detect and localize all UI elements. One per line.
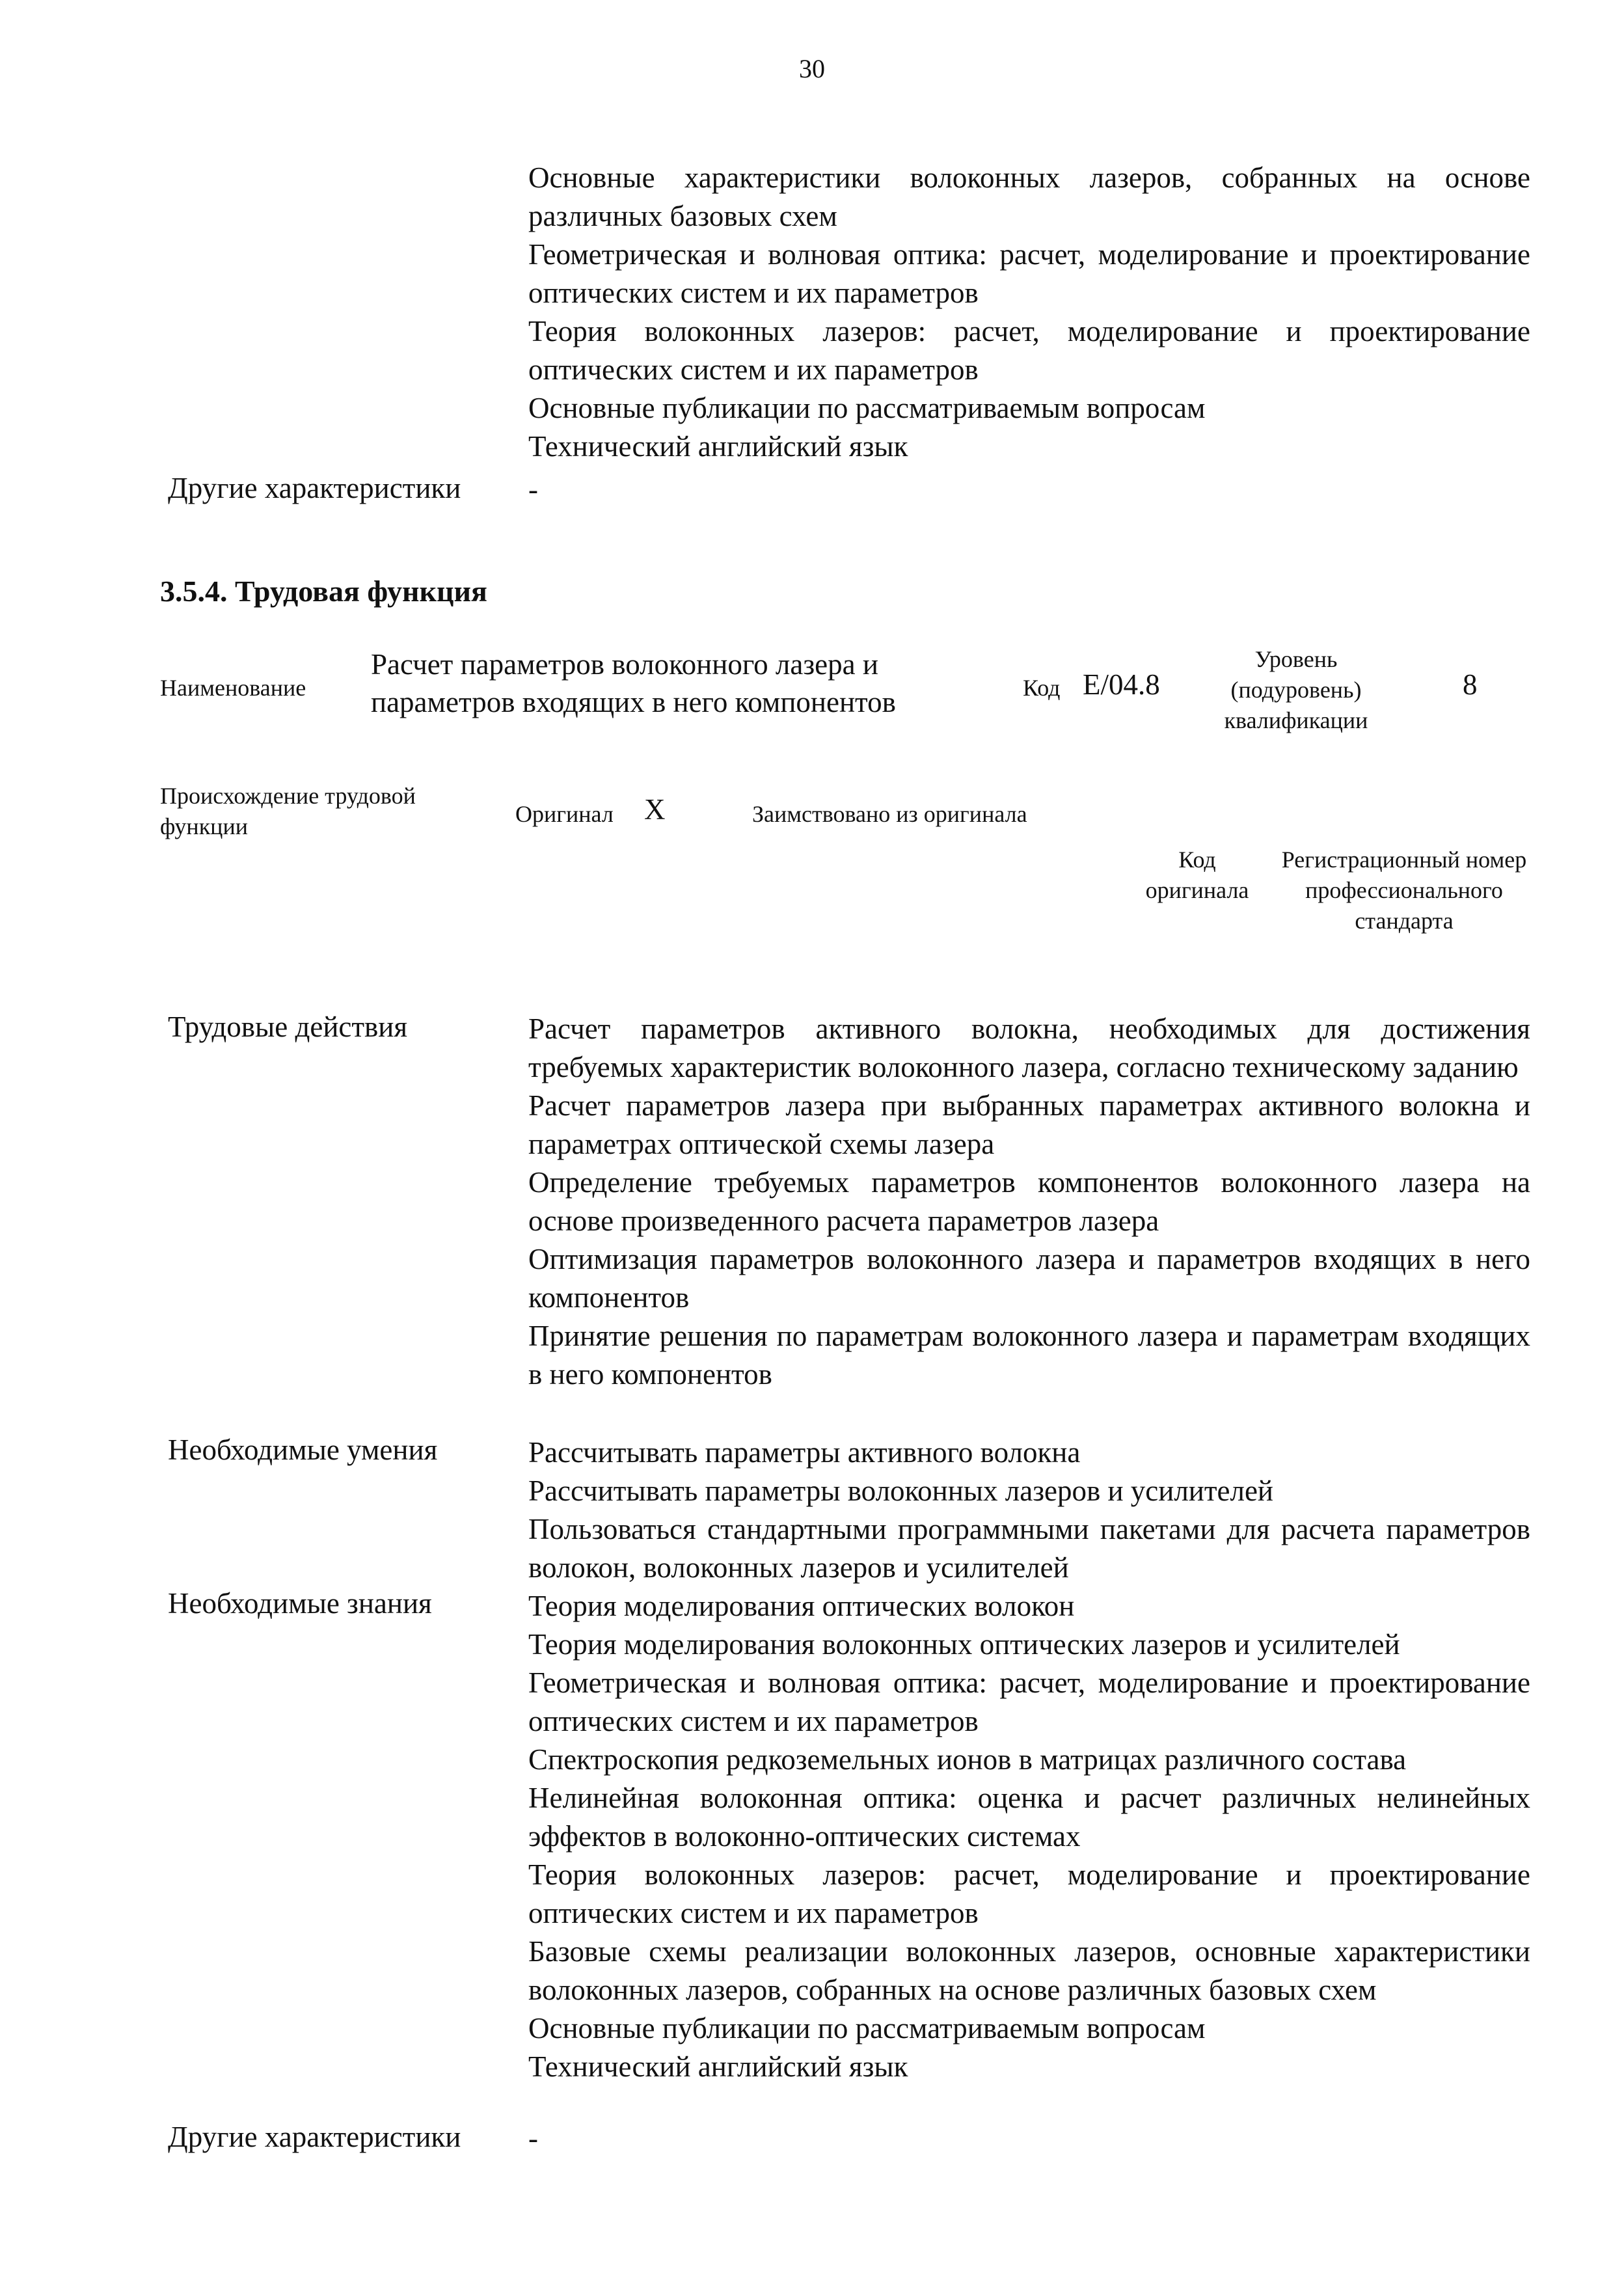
- section-heading: 3.5.4. Трудовая функция: [160, 575, 487, 608]
- list-item: Пользоваться стандартными программными пакетами для расчета параметров волокон, волоконных лазеров и усилителей: [528, 1513, 1530, 1584]
- knowledge-list: [528, 1587, 1530, 2086]
- list-item: Технический английский язык: [528, 2050, 908, 2083]
- skills-list: [528, 1433, 1530, 1587]
- skills-label: Необходимые умения: [168, 1433, 438, 1466]
- original-mark: X: [644, 793, 666, 826]
- list-item: Теория волоконных лазеров: расчет, моделирование и проектирование оптических систем и их параметров: [528, 1858, 1530, 1929]
- orig-code-caption: Код оригинала: [1145, 847, 1249, 903]
- top-other-label: Другие характеристики: [168, 472, 461, 504]
- list-item: Спектроскопия редкоземельных ионов в матрицах различного состава: [528, 1743, 1407, 1776]
- list-item: Нелинейная волоконная оптика: оценка и расчет различных нелинейных эффектов в волоконно-оптических системах: [528, 1782, 1530, 1853]
- list-item: Теория моделирования оптических волокон: [528, 1590, 1075, 1622]
- top-other-value: -: [528, 473, 538, 506]
- top-knowledge-list: [528, 159, 1530, 466]
- list-item: Оптимизация параметров волоконного лазера и параметров входящих в него компонентов: [528, 1243, 1530, 1314]
- name-value: Расчет параметров волоконного лазера и параметров входящих в него компонентов: [371, 648, 896, 718]
- list-item: Рассчитывать параметры активного волокна: [528, 1436, 1081, 1469]
- level-value: 8: [1463, 668, 1478, 701]
- level-label: Уровень (подуровень) квалификации: [1224, 646, 1368, 733]
- labor-actions-list: [528, 1010, 1530, 1394]
- code-value: E/04.8: [1083, 668, 1160, 701]
- origin-label: Происхождение трудовой функции: [160, 783, 416, 839]
- list-item: Базовые схемы реализации волоконных лазеров, основные характеристики волоконных лазеров, собранных на основе различных базовых схем: [528, 1935, 1530, 2006]
- list-item: Геометрическая и волновая оптика: расчет, моделирование и проектирование оптических систем и их параметров: [528, 1666, 1530, 1737]
- list-item: Расчет параметров активного волокна, необходимых для достижения требуемых характеристик волоконного лазера, согласно техническому заданию: [528, 1012, 1530, 1083]
- list-item: Теория волоконных лазеров: расчет, моделирование и проектирование оптических систем и их параметров: [528, 315, 1530, 386]
- list-item: Основные характеристики волоконных лазеров, собранных на основе различных базовых схем: [528, 161, 1530, 232]
- labor-actions-label: Трудовые действия: [168, 1011, 408, 1043]
- list-item: Основные публикации по рассматриваемым вопросам: [528, 392, 1206, 424]
- original-label: Оригинал: [515, 801, 614, 827]
- list-item: Основные публикации по рассматриваемым вопросам: [528, 2012, 1206, 2044]
- list-item: Определение требуемых параметров компонентов волоконного лазера на основе произведенного расчета параметров лазера: [528, 1166, 1530, 1237]
- list-item: Геометрическая и волновая оптика: расчет, моделирование и проектирование оптических систем и их параметров: [528, 238, 1530, 309]
- borrowed-label: Заимствовано из оригинала: [752, 801, 1027, 827]
- list-item: Расчет параметров лазера при выбранных параметрах активного волокна и параметрах оптической схемы лазера: [528, 1089, 1530, 1160]
- bottom-other-label: Другие характеристики: [168, 2121, 461, 2153]
- list-item: Теория моделирования волоконных оптических лазеров и усилителей: [528, 1628, 1400, 1661]
- name-label: Наименование: [160, 675, 306, 701]
- list-item: Рассчитывать параметры волоконных лазеров и усилителей: [528, 1474, 1274, 1507]
- list-item: Технический английский язык: [528, 430, 908, 463]
- page-number: 30: [799, 54, 825, 83]
- code-label: Код: [1023, 675, 1061, 701]
- reg-number-caption: Регистрационный номер профессионального стандарта: [1281, 847, 1527, 934]
- bottom-other-value: -: [528, 2122, 538, 2154]
- list-item: Принятие решения по параметрам волоконного лазера и параметрам входящих в него компонентов: [528, 1320, 1530, 1391]
- knowledge-label: Необходимые знания: [168, 1587, 432, 1620]
